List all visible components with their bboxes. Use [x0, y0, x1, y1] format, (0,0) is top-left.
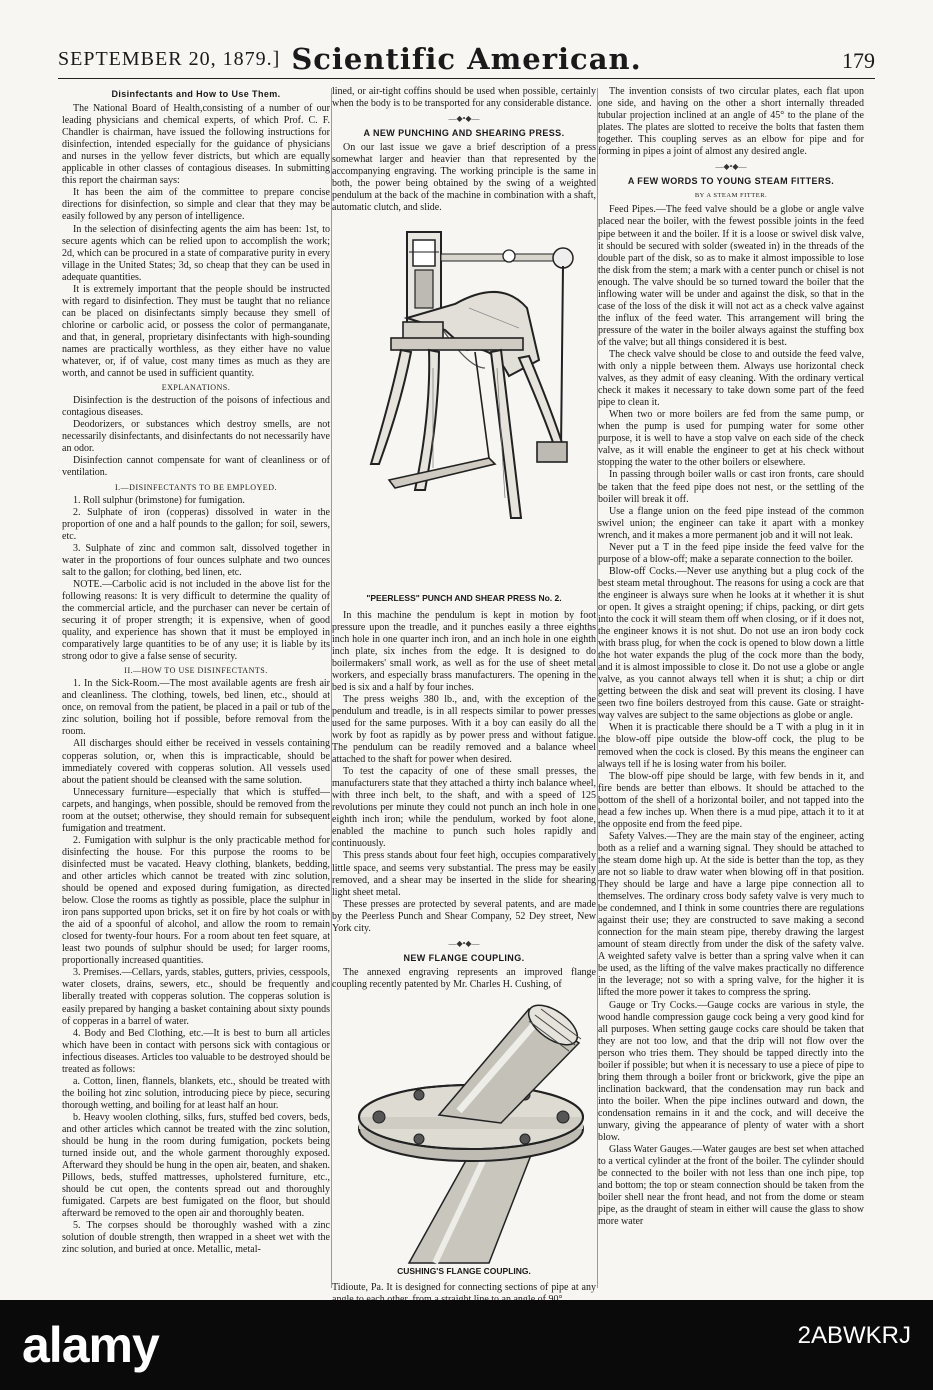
divider-ornament: —◆•◆— [448, 114, 480, 124]
brand-logo: alamy [22, 1317, 159, 1373]
paragraph: 4. Body and Bed Clothing, etc.—It is best to burn all articles which have been in contact with persons sick with contagious or infectious diseases. Articles too valuable to be destroyed should be treated as follows: [62, 1027, 330, 1075]
paragraph: The annexed engraving represents an improved flange coupling recently patented by Mr. Charles H. Cushing, of [332, 966, 596, 990]
paragraph: a. Cotton, linen, flannels, blankets, etc., should be treated with the boiling hot zinc solution, introducing piece by piece, securing thorough wetting, and boiling for at least half an hour. [62, 1075, 330, 1111]
paragraph: In passing through boiler walls or cast iron fronts, care should be taken that the feed pipe does not nest, or the settling of the boiler will break it off. [598, 469, 864, 505]
paragraph: NOTE.—Carbolic acid is not included in the above list for the following reasons: It is very difficult to determine the quality of the commercial article, and the purchaser can never be certain of securing it of proper strength; it is expensive, when of good quality, and experience has shown that it must be employed in comparatively large quantities to be of any use; it is liable by its strong odor to give a false sense of security. [62, 578, 330, 663]
paragraph: When two or more boilers are fed from the same pump, or when the pump is used for pumping water for some other purpose, it is well to have a stop valve on each side of the check valve, as it will enable the engineer to get at his check without stopping the water to the other boilers or elsewhere. [598, 409, 864, 469]
paragraph: Gauge or Try Cocks.—Gauge cocks are various in style, the wood handle compression gauge cock being a very good kind for all purposes. When setting gauge cocks care should be taken that they are not too low, and that the drip will not flow over the person who tries them. They should be tapped directly into the boiler if possible; but when it is necessary to use a piece of pipe to bring them through a boiler front or brickwork, give the pipe an inclination backward, that the condensation may run back and into the boiler. When the pipe inclines outward and down, the condensation remains in it and the cock, and will deceive the unwary, giving the appearance of plenty of water with a short blow. [598, 999, 864, 1144]
paragraph: Deodorizers, or substances which destroy smells, are not necessarily disinfectants, and disinfectants do not necessarily have an odor. [62, 419, 330, 455]
figure-caption: CUSHING'S FLANGE COUPLING. [397, 1265, 531, 1276]
divider-ornament: —◆•◆— [448, 938, 480, 948]
paragraph: Never put a T in the feed pipe inside the feed valve for the purpose of a blow-off; make a separate connection to the boiler. [598, 541, 864, 565]
subheading: EXPLANATIONS. [161, 383, 231, 393]
paragraph: The blow-off pipe should be large, with few bends in it, and fire bends are better than elbows. It should be attached to the bottom of the shell of a horizontal boiler, and not tapped into the head a few inches up. When there is a mud pipe, attach it to it at the opposite end from the feed pipe. [598, 770, 864, 830]
image-id: 2ABWKRJ [797, 1322, 911, 1349]
paragraph: The invention consists of two circular plates, each flat upon one side, and having on the other a short internally threaded tubular projection inclined at an angle of 45° to the plane of the plates. The plates are slotted to receive the bolts that fasten them together. This coupling serves as an elbow for pipe and for forming in pipes a joint of almost any desired angle. [598, 86, 864, 158]
paragraph: The press weighs 380 lb., and, with the exception of the pendulum and treadle, is in all respects similar to power presses used for the same purposes. With it a boy can easily do all the work by foot as rapidly as by power press and without fatigue. The pendulum can be readily removed and a balance wheel attached to the shaft for power when desired. [332, 693, 596, 766]
paragraph: Glass Water Gauges.—Water gauges are best set when attached to a vertical cylinder at the front of the boiler. The cylinder should be connected to the boiler with not less than one inch pipe, top and bottom; the top or steam connection should be taken from the boiler shell near the front head, and not from the dome or steam pipe, as the draught of steam in either will cause the glass to show more water [598, 1144, 864, 1228]
figure-caption: "PEERLESS" PUNCH AND SHEAR PRESS No. 2. [366, 593, 562, 604]
column-3 [598, 86, 864, 1294]
paragraph: The National Board of Health,consisting of a number of our leading physicians and chemical experts, of which Prof. C. F. Chandler is chairman, have issued the following instructions for disinfection, intended especially for the guidance of physicians and nurses in the yellow fever districts, but which are equally applicable in other classes of contagious diseases. In submitting this report the chairman says: [62, 103, 330, 187]
article-heading: Disinfectants and How to Use Them. [111, 89, 281, 99]
paragraph: Feed Pipes.—The feed valve should be a globe or angle valve placed near the boiler, with the fewest possible joints in the feed pipe between it and the boiler. If it is a loose or swivel disk valve, it should be secured with solder (sweated in) in the threads of the double part of the disk, so as to make it almost impossible to lose the disk from the stem; a mark with a center punch or chisel is not enough. The valve should be so turned toward the boiler that the inflowing water will be under and against the disk, so that in the case of the loss of the disk it will not act as a check valve against the influx of the feed water. This arrangement will bring the pressure of the water in the boiler always against the stuffing box of the valve; but all things considered it is best. [598, 204, 864, 348]
paragraph: Unnecessary furniture—especially that which is stuffed—carpets, and hangings, when possible, should be removed from the room at the outset; otherwise, they should remain for subsequent fumigation and treatment. [62, 786, 330, 834]
subheading: I.—DISINFECTANTS TO BE EMPLOYED. [115, 482, 277, 492]
column-1 [62, 86, 330, 1294]
paragraph: 3. Sulphate of zinc and common salt, dissolved together in water in the proportions of four ounces sulphate and two ounces salt to the gallon; for clothing, bed linen, etc. [62, 542, 330, 578]
article-heading: A FEW WORDS TO YOUNG STEAM FITTERS. [627, 176, 835, 187]
column-2 [332, 86, 596, 1294]
paragraph: Disinfection is the destruction of the poisons of infectious and contagious diseases. [62, 395, 330, 419]
paragraph: The check valve should be close to and outside the feed valve, with only a nipple between them. Always use horizontal check valves, as they admit of easy cleaning. With the ordinary vertical check it makes it necessary to take down some part of the feed pipe to clean it. [598, 348, 864, 409]
paragraph: 1. Roll sulphur (brimstone) for fumigation. [73, 494, 245, 506]
paragraph: It is extremely important that the people should be instructed with regard to disinfection. They must be taught that no reliance can be placed on disinfectants simply because they smell of chlorine or carbolic acid, or possess the color of permanganate, and that, in general, proprietary disinfectants with high-sounding names are practically worthless, as they either have no value whatever, or, if of value, cost many times as much as they are worth, and cannot be used in sufficient quantity. [62, 283, 330, 380]
issue-date: SEPTEMBER 20, 1879.] [58, 48, 281, 70]
byline: BY A STEAM FITTER. [694, 192, 768, 200]
paragraph: On our last issue we gave a brief description of a press somewhat larger and heavier than that represented by the accompanying engraving. The working principle is the same in both, the power being obtained by the swing of a weighted pendulum at the back of the machine in combination with a shaft, automatic clutch, and slide. [332, 142, 596, 214]
paragraph: 1. In the Sick-Room.—The most available agents are fresh air and cleanliness. The clothing, towels, bed linen, etc., should at once, on removal from the patient, be placed in a pail or tub of the zinc solution, boiling hot if possible, before removal from the room. [62, 678, 330, 738]
paragraph: Safety Valves.—They are the main stay of the engineer, acting both as a relief and a warning signal. They should be attached to the steam dome high up. At the side is better than the top, as they are not so liable to draw water when blowing off in that position. They should be large and have a large pipe connection all to themselves. The ordinary cross body safety valve is very much to be condemned, and I think in some countries there are regulations against their use; they are constructed to save making a second connection for the main steam pipe, thereby drawing the largest amount of steam directly from under the disk of the safety valve. A weighted safety valve is better than a spring valve when it can be used, as the lifting of the valve makes practically no difference in the leverage; not so with a spring valve, for the higher it is lifted the more power it takes to compress the spring. [598, 830, 864, 999]
paragraph: This press stands about four feet high, occupies comparatively little space, and seems very substantial. The press may be easily removed, and a shear may be inserted in the slide for shearing light sheet metal. [332, 850, 596, 898]
article-heading: NEW FLANGE COUPLING. [403, 952, 525, 963]
divider-ornament: —◆•◆— [715, 162, 747, 172]
paragraph: Use a flange union on the feed pipe instead of the common swivel union; the engineer can take it apart with a monkey wrench, and it makes a more permanent job and it will not leak. [598, 505, 864, 541]
paragraph: When it is practicable there should be a T with a plug in it in the blow-off pipe outside the blow-off cock, the plug to be removed when the cock is closed. By this means the engineer can always tell if he is losing water from his boiler. [598, 722, 864, 770]
paragraph: To test the capacity of one of these small presses, the manufacturers state that they attached a thirty inch balance wheel, with three inch belt, to the shaft, and with a speed of 125 revolutions per minute they could not punch an inch hole in one eighth inch iron; while the pendulum, worked by foot alone, enabled the machine to punch such holes rapidly and continuously. [332, 766, 596, 850]
paragraph: 2. Sulphate of iron (copperas) dissolved in water in the proportion of one and a half pounds to the gallon; for soil, sewers, etc. [62, 506, 330, 542]
paragraph: lined, or air-tight coffins should be used when possible, certainly when the body is to be transported for any considerable distance. [332, 86, 596, 110]
subheading: II.—HOW TO USE DISINFECTANTS. [124, 666, 268, 676]
paragraph: Disinfection cannot compensate for want of cleanliness or of ventilation. [62, 455, 330, 479]
article-heading: A NEW PUNCHING AND SHEARING PRESS. [363, 128, 565, 139]
paragraph: These presses are protected by several patents, and are made by the Peerless Punch and Shear Company, 52 Dey street, New York city. [332, 898, 596, 934]
paragraph: It has been the aim of the committee to prepare concise directions for disinfection, so simple and clear that they may be easily followed by any person of intelligence. [62, 187, 330, 223]
paragraph: 5. The corpses should be thoroughly washed with a zinc solution of double strength, then wrapped in a sheet wet with the zinc solution, and buried at once. Metallic, metal- [62, 1220, 330, 1256]
paragraph: Tidioute, Pa. It is designed for connecting sections of pipe at any [332, 1282, 596, 1294]
paragraph: b. Heavy woolen clothing, silks, furs, stuffed bed covers, beds, and other articles which cannot be treated with the zinc solution, should be hung in the room during fumigation, pockets being turned inside out, and the whole garment thoroughly exposed. Afterward they should be hung in the open air, beaten, and shaken. Pillows, beds, stuffed mattresses, upholstered furniture, etc., should be cut open, the contents spread out and thoroughly fumigated. Carpets are best fumigated on the floor, but should afterward be removed to the open air and thoroughly beaten. [62, 1111, 330, 1220]
paragraph: All discharges should either be received in vessels containing copperas solution, or, when this is impracticable, should be immediately covered with copperas solution. All vessels used about the patient should be cleansed with the same solution. [62, 738, 330, 786]
page-header [58, 40, 875, 79]
flange-coupling-engraving [339, 995, 589, 1263]
paragraph: In this machine the pendulum is kept in motion by foot pressure upon the treadle, and it punches easily a three eighths inch hole in one quarter inch iron, and an inch hole in one eighth inch plate, six inches from the edge. It is designed to do boilermakers' small work, as well as for the use of sheet metal workers, and especially brass manufacturers. The opening in the bed is six and a half by four inches. [332, 609, 596, 693]
page-number: 179 [842, 48, 875, 73]
stock-watermark-bar [0, 1300, 933, 1390]
paragraph: Blow-off Cocks.—Never use anything but a plug cock of the best steam metal throughout. The reasons for using a cock are that the engineer is always sure when he looks at it whether it is shut or open. It gives a straight opening; if chips, packing, or dirt gets into the cock it will steam them off when closing, or if it does not, the engineer knows it is not shut. Do not use an iron body cock with brass plug, for when the cock is opened to blow down a little the hot water expands the plug of the cock more than the body, and it is almost impossible to close it. Do not use a globe or angle valve, as you cannot always tell when it is shut; a chip or dirt getting between the disk and seat will prevent its closing. I have seen two fine boilers destroyed from this cause. Gate or straight-way valves are subject to the same objections as globe or angle. [598, 565, 864, 722]
paragraph: In the selection of disinfecting agents the aim has been: 1st, to secure agents which can be relied upon to accomplish the work; 2d, which can be procured in a state of comparative purity in every village in the United States; 3d, so cheap that they can be used in adequate quantities. [62, 223, 330, 283]
punch-press-engraving [349, 218, 579, 590]
paragraph: 2. Fumigation with sulphur is the only practicable method for disinfecting the house. For this purpose the rooms to be disinfected must be vacated. Heavy clothing, blankets, bedding, and other articles which cannot be treated with zinc solution, should be opened and exposed during fumigation, as directed below. Close the rooms as tightly as possible, place the sulphur in iron pans supported upon bricks, set it on fire by hot coals or with the aid of a spoonful of alcohol, and allow the room to remain closed for twenty-four hours. For a room about ten feet square, at least two pounds of sulphur should be used; for larger rooms, proportionally increased quantities. [62, 834, 330, 967]
paragraph: 3. Premises.—Cellars, yards, stables, gutters, privies, cesspools, water closets, drains, sewers, etc., should be frequently and liberally treated with copperas solution. The copperas solution is easily prepared by hanging a basket containing about sixty pounds of copperas in a barrel of water. [62, 967, 330, 1027]
masthead-title: Scientific American. [291, 42, 642, 76]
